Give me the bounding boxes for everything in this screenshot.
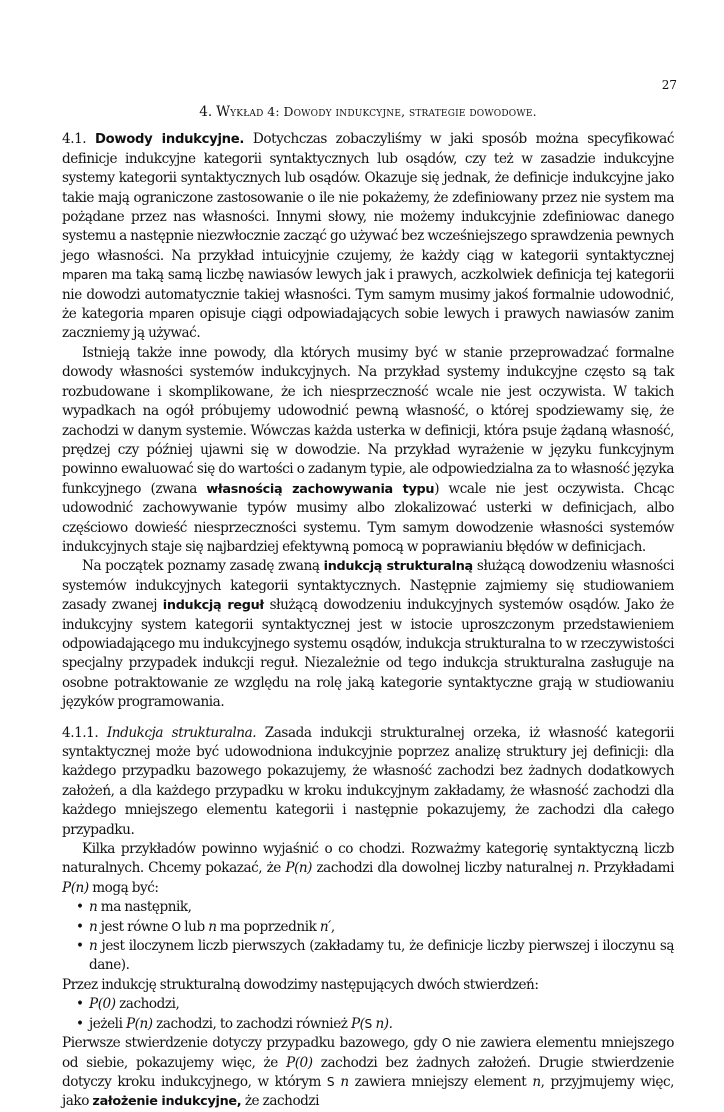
text-run: służącą dowodzeniu własności systemów indukcyjnych kategorii syntaktycznych. Następnie zajmiemy się studiowaniem zasady zwanej bbox=[62, 558, 674, 614]
section-heading: Dowody indukcyjne. bbox=[94, 132, 245, 148]
math: P(0) bbox=[89, 996, 116, 1013]
math: n bbox=[89, 938, 98, 955]
page-content bbox=[62, 102, 674, 1112]
subsection-heading: Indukcja strukturalna. bbox=[106, 724, 257, 741]
math: n′ bbox=[319, 918, 331, 935]
code-term: S bbox=[326, 1074, 335, 1089]
subsection-paragraph-1 bbox=[62, 724, 674, 840]
text-run: Zasada indukcji strukturalnej orzeka, iż własność kategorii syntaktycznej może być udowodniona indukcyjnie poprzez analizę struktury jej definicji: dla każdego przypadku bazowego pokazujemy, że własność zachodzi bez żadnych dodatkowych założeń, a dla każdego przypadku w kroku indukcyjnym zakładamy, że własność zachodzi dla każdego mniejszego elementu kategorii i następnie pokazujemy, że zachodzi dla całego przypadku. bbox=[62, 724, 674, 838]
math: P(n) bbox=[125, 1015, 153, 1032]
text-run: , bbox=[330, 918, 335, 935]
subsection-paragraph-3 bbox=[62, 976, 674, 995]
text-run: Pierwsze stwierdzenie dotyczy przypadku bazowego, gdy bbox=[62, 1035, 442, 1052]
math: n bbox=[532, 1073, 541, 1090]
section-paragraph-1 bbox=[62, 130, 674, 343]
text-run: jeżeli bbox=[89, 1015, 126, 1032]
list-item bbox=[76, 937, 674, 976]
code-term: O bbox=[171, 919, 181, 934]
text-run: ) wcale nie jest oczywista. Chcąc udowodnić zachowywanie typów musimy albo zlokalizować usterki w definicjach, albo częściowo dowieść niesprzeczności systemu. Tym samym dowodzenie własności systemów indukcyjnych staje się najbardziej efektywną pomocą w poprawianiu błędów w definicjach. bbox=[62, 480, 675, 555]
examples-list bbox=[62, 898, 674, 976]
chapter-title bbox=[62, 102, 674, 122]
section-paragraph-2 bbox=[62, 344, 674, 557]
subsection-paragraph-4 bbox=[62, 1034, 674, 1112]
text-run: służącą dowodzeniu indukcyjnych systemów osądów. Jako że indukcyjny system kategorii syntaktycznej jest w istocie uproszczonym przedstawieniem odpowiadającego mu indukcyjnego systemu osądów, indukcja strukturalna to w rzeczywistości specjalny przypadek indukcji reguł. Niezależnie od tego indukcja strukturalna zasługuje na osobne potraktowanie ze względu na rolę jaką kategorie syntaktyczne grają w studiowaniu języków programowania. bbox=[62, 597, 675, 711]
text-run: Dotychczas zobaczyliśmy w jaki sposób można specyfikować definicje indukcyjne kategorii syntaktycznych lub osądów, czy też w zasadzie indukcyjne systemy kategorii syntaktycznych lub osądów. Okazuje się jednak, że definicje indukcyjne jako takie mają ograniczone zastosowanie o ile nie pokażemy, że zdefiniowany przez nie system ma pożądane przez nas własności. Innymi słowy, nie możemy indukcyjnie zdefiniowac danego systemu a następnie niezwłocznie zacząć go używać bez wcześniejszego sprawdzenia pewnych jego własności. Na przykład intuicyjnie czujemy, że każdy ciąg w kategorii syntaktycznej bbox=[62, 131, 674, 264]
text-run: nie zawiera elementu mniejszego od siebie, pokazujemy więc, że bbox=[62, 1035, 674, 1071]
math: n bbox=[334, 1073, 349, 1090]
text-run: mogą być: bbox=[88, 879, 159, 896]
code-term: mparen bbox=[62, 268, 108, 283]
subsection-paragraph-2 bbox=[62, 840, 674, 898]
list-item bbox=[76, 918, 674, 937]
text-run: ma poprzednik bbox=[216, 918, 320, 935]
text-run: Na początek poznamy zasadę zwaną bbox=[82, 558, 324, 575]
text-run: zachodzi, to zachodzi również bbox=[152, 1015, 351, 1032]
text-run: zawiera mniejszy element bbox=[348, 1073, 533, 1090]
text-run: zachodzi, bbox=[115, 996, 180, 1013]
math: n bbox=[89, 918, 98, 935]
code-term: mparen bbox=[148, 307, 195, 322]
math: P(n) bbox=[62, 879, 89, 896]
list-item bbox=[76, 1015, 674, 1034]
text-run: zachodzi dla dowolnej liczby naturalnej bbox=[312, 860, 578, 877]
text-run: Istnieją także inne powody, dla których musimy być w stanie przeprowadzać formalne dowody własności systemów indukcyjnych. Na przykład systemy indukcyjne często są tak rozbudowane i skomplikowane, że ich niesprzeczność wcale nie jest oczywista. W takich wypadkach na ogół próbujemy udowodnić pewną własność, o której spodziewamy się, że zachodzi w danym systemie. Wówczas każda usterka w definicji, która psuje żądaną własność, prędzej czy później ujawni się w dowodzie. Na przykład wyrażenie w języku funkcyjnym powinno ewaluować się do wartości o zadanym typie, ale odpowiedzialna za to własność języka funkcyjnego (zwana bbox=[62, 344, 674, 497]
chapter-title-number: 4. W bbox=[199, 104, 231, 120]
text-run: ma następnik, bbox=[97, 899, 192, 916]
chapter-title-text: ykład 4: Dowody indukcyjne, strategie dowodowe. bbox=[230, 104, 537, 119]
page-number: 27 bbox=[661, 78, 677, 92]
math: n bbox=[89, 899, 98, 916]
math: n bbox=[208, 918, 217, 935]
list-item bbox=[76, 898, 674, 917]
code-term: O bbox=[441, 1036, 452, 1051]
text-run: lub bbox=[180, 918, 209, 935]
section-gap bbox=[62, 713, 674, 724]
code-term: S bbox=[364, 1016, 372, 1031]
text-run: że zachodzi bbox=[241, 1093, 320, 1110]
section-number: 4.1. bbox=[62, 131, 87, 148]
math: P( bbox=[350, 1015, 365, 1032]
text-run: zachodzi bez żadnych założeń. Drugie stwierdzenie dotyczy kroku indukcyjnego, w którym bbox=[62, 1054, 674, 1090]
math: n bbox=[577, 860, 586, 877]
section-paragraph-3 bbox=[62, 557, 674, 712]
text-run: ma taką samą liczbę nawiasów lewych jak i prawych, aczkolwiek definicja tej kategorii nie dowodzi automatycznie takiej własności. Tym samym musimy jakoś formalnie udowodnić, że kategoria bbox=[62, 267, 674, 323]
text-run: Przez indukcję strukturalną dowodzimy następujących dwóch stwierdzeń: bbox=[62, 976, 539, 993]
subsection-number: 4.1.1. bbox=[62, 724, 99, 741]
list-item bbox=[76, 995, 674, 1014]
math: n). bbox=[371, 1015, 393, 1032]
claims-list bbox=[62, 995, 674, 1034]
text-run: jest iloczynem liczb pierwszych (zakładamy tu, że definicje liczby pierwszej i iloczynu są dane). bbox=[89, 938, 674, 974]
text-run: , przyjmujemy więc, jako bbox=[62, 1073, 675, 1110]
text-run: opisuje ciągi odpowiadających sobie lewych i prawych nawiasów zanim zaczniemy ją używać. bbox=[62, 306, 674, 342]
text-run: jest równe bbox=[97, 918, 172, 935]
bold-term: założenie indukcyjne, bbox=[92, 1094, 242, 1110]
text-run: Kilka przykładów powinno wyjaśnić o co chodzi. Rozważmy kategorię syntaktyczną liczb naturalnych. Chcemy pokazać, że bbox=[62, 841, 674, 877]
bold-term: indukcją strukturalną bbox=[323, 559, 473, 575]
bold-term: własnością zachowywania typu bbox=[206, 481, 435, 497]
bold-term: indukcją reguł bbox=[162, 598, 264, 614]
math: P(n) bbox=[285, 860, 313, 877]
math: P(0) bbox=[286, 1054, 313, 1071]
text-run: . Przykładami bbox=[585, 860, 674, 877]
